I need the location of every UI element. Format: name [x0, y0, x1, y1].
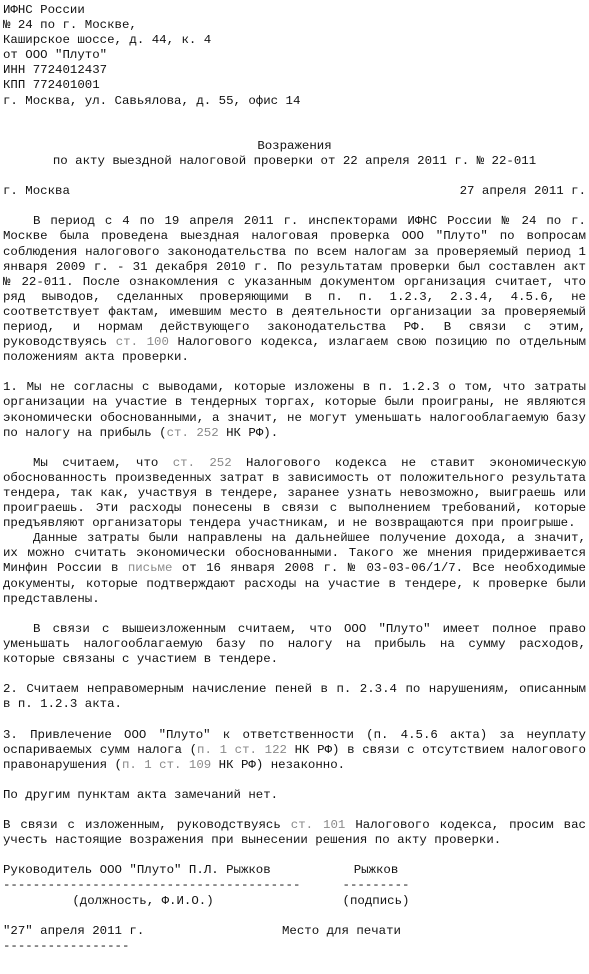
inn-line: ИНН 7724012437: [3, 63, 108, 78]
document-title: Возражения: [257, 138, 332, 153]
letter-link[interactable]: письме: [127, 561, 173, 576]
kpp-line: КПП 772401001: [3, 78, 100, 93]
law-link[interactable]: п. 1 ст. 109: [121, 757, 212, 772]
city: г. Москва: [3, 184, 70, 199]
argument-paragraph: Мы считаем, что ст. 252 Налогового кодекса не ставит экономическую обоснованность произведенных затрат в зависимость от положительного результата тендера, так как, участвуя в тендере, заранее узнать невозможно, выиграешь или проиграешь. Эти расходы понесены в связи с выполнением требований, которые предъявляют организаторы тендера участникам, и не возвращаются при проигрыше.: [3, 455, 586, 531]
sender-line: от ООО "Плуто": [3, 48, 108, 63]
addressee-line: Каширское шоссе, д. 44, к. 4: [3, 33, 212, 48]
conclusion-paragraph: В связи с вышеизложенным считаем, что ООО "Плуто" имеет полное право уменьшать налогооблагаемую базу по налогу на прибыль на сумму расходов, которые связаны с участием в тендере.: [3, 621, 586, 667]
law-link[interactable]: ст. 252: [166, 425, 219, 440]
point-2-paragraph: 2. Считаем неправомерным начисление пеней в п. 2.3.4 по нарушениям, описанным в п. 1.2.3 акта.: [3, 682, 586, 712]
signature: Рыжков: [353, 863, 399, 878]
document-date: 27 апреля 2011 г.: [459, 184, 586, 199]
law-link[interactable]: ст. 101: [290, 818, 346, 833]
position-caption: (должность, Ф.И.О.): [72, 893, 214, 908]
stamp-place: Место для печати: [282, 923, 401, 938]
law-link[interactable]: ст. 252: [172, 455, 232, 470]
intro-paragraph: В период с 4 по 19 апреля 2011 г. инспекторами ИФНС России № 24 по г. Москве была проведена выездная налоговая проверка ООО "Плуто" по вопросам соблюдения налогового законодательства по всем налогам за проверяемый период 1 января 2009 г. - 31 декабря 2010 г. По результатам проверки был составлен акт № 22-011. После ознакомления с указанным документом организация считает, что ряд выводов, сделанных проверяющими в п. п. 1.2.3, 2.3.4, 4.5.6, не соответствует фактам, имевшим место в деятельности организации за проверяемый период, и нормам действующего законодательства РФ. В связи с этим, руководствуясь ст. 100 Налогового кодекса, излагаем свою позицию по отдельным положениям акта проверки.: [3, 214, 586, 365]
sender-address-line: г. Москва, ул. Савьялова, д. 55, офис 14: [3, 93, 301, 108]
date-underline: -----------------: [3, 938, 130, 953]
point-3-paragraph: 3. Привлечение ООО "Плуто" к ответственности (п. 4.5.6 акта) за неуплату оспариваемых сумм налога (п. 1 ст. 122 НК РФ) в связи с отсутствием налогового правонарушения (п. 1 ст. 109 НК РФ) незаконно.: [3, 727, 586, 772]
signature-underline-left: ----------------------------------------: [3, 878, 301, 893]
point-1-paragraph: 1. Мы не согласны с выводами, которые изложены в п. 1.2.3 о том, что затраты организации на участие в тендерных торгах, которые были проиграны, не являются экономически обоснованными, а значит, не могут уменьшать налогооблагаемую базу по налогу на прибыль (ст. 252 НК РФ).: [3, 380, 586, 440]
law-link[interactable]: ст. 100: [115, 335, 169, 350]
request-paragraph: В связи с изложенным, руководствуясь ст. 101 Налогового кодекса, просим вас учесть настоящие возражения при вынесении решения по акту проверки.: [3, 818, 586, 848]
minfin-paragraph: Данные затраты были направлены на дальнейшее получение дохода, а значит, их можно считать экономически обоснованными. Такого же мнения придерживается Минфин России в письме от 16 января 2008 г. № 03-03-06/1/7. Все необходимые документы, которые подтверждают расходы на участие в тендере, к проверке были представлены.: [3, 531, 586, 606]
law-link[interactable]: п. 1 ст. 122: [197, 742, 287, 757]
no-other-remarks: По другим пунктам акта замечаний нет.: [3, 787, 279, 802]
signature-block: [3, 863, 586, 954]
place-date-row: [3, 184, 586, 199]
signature-caption: (подпись): [342, 893, 410, 908]
signer-position-name: Руководитель ООО "Плуто" П.Л. Рыжков: [3, 863, 271, 878]
signature-underline-right: ---------: [342, 878, 410, 893]
addressee-line: ИФНС России: [3, 3, 85, 17]
addressee-block: [3, 3, 586, 109]
signing-date: "27" апреля 2011 г.: [3, 923, 145, 938]
addressee-line: № 24 по г. Москве,: [3, 18, 137, 33]
document: [3, 3, 586, 954]
document-subtitle: по акту выездной налоговой проверки от 22 апреля 2011 г. № 22-011: [52, 153, 537, 168]
